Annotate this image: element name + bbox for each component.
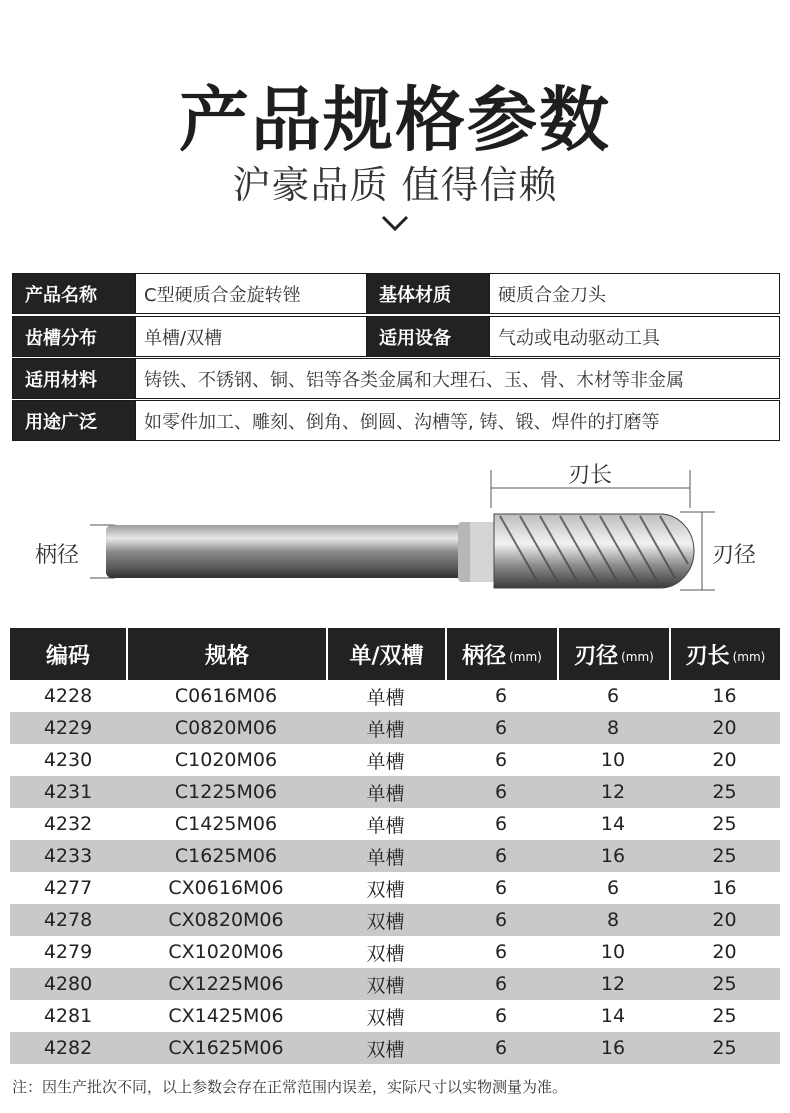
spec-key: 齿槽分布 xyxy=(13,317,135,356)
cell-shank-diameter: 6 xyxy=(494,909,508,931)
cell-model: CX0820M06 xyxy=(168,909,284,931)
header-unit: (mm) xyxy=(621,650,654,664)
cell-code: 4232 xyxy=(43,813,93,835)
spec-value: 气动或电动驱动工具 xyxy=(489,317,779,356)
cell-code: 4281 xyxy=(43,1005,93,1027)
cell-blade-length: 25 xyxy=(712,1005,737,1027)
cell-shank-diameter: 6 xyxy=(494,973,508,995)
cell-shank-diameter: 6 xyxy=(494,941,508,963)
cell-blade-length: 25 xyxy=(712,813,737,835)
cell-shank-diameter: 6 xyxy=(494,1037,508,1059)
product-diagram xyxy=(0,460,790,620)
header-blade-diameter xyxy=(557,628,669,680)
cell-blade-length: 25 xyxy=(712,973,737,995)
page-title: 产品规格参数 xyxy=(179,79,611,161)
page-subtitle: 沪豪品质 值得信赖 xyxy=(232,163,558,207)
cell-blade-diameter: 8 xyxy=(606,909,620,931)
spec-row-4 xyxy=(12,400,780,441)
spec-key: 适用材料 xyxy=(13,359,135,398)
header-label: 刃径 xyxy=(574,643,619,669)
cell-shank-diameter: 6 xyxy=(494,685,508,707)
cell-blade-length: 16 xyxy=(712,685,737,707)
cell-model: C1225M06 xyxy=(174,781,278,803)
cell-shank-diameter: 6 xyxy=(494,749,508,771)
table-row xyxy=(10,936,780,968)
cell-blade-diameter: 14 xyxy=(600,1005,626,1027)
spec-key: 基体材质 xyxy=(367,274,489,313)
cell-blade-diameter: 16 xyxy=(600,845,626,867)
table-row xyxy=(10,712,780,744)
cell-groove: 双槽 xyxy=(366,942,405,965)
header-blade-length xyxy=(669,628,780,680)
cell-code: 4233 xyxy=(43,845,93,867)
cell-blade-length: 20 xyxy=(712,941,737,963)
cell-blade-diameter: 10 xyxy=(600,749,626,771)
shank-diameter-label: 柄径 xyxy=(35,543,80,568)
cell-groove: 单槽 xyxy=(366,814,405,837)
cell-blade-diameter: 16 xyxy=(600,1037,626,1059)
spec-row-3 xyxy=(12,358,780,399)
header-groove xyxy=(326,628,445,680)
header-label: 单/双槽 xyxy=(349,643,424,669)
spec-value: 如零件加工、雕刻、倒角、倒圆、沟槽等, 铸、锻、焊件的打磨等 xyxy=(135,401,779,440)
header-label: 柄径 xyxy=(462,643,507,669)
spec-key: 用途广泛 xyxy=(13,401,135,440)
cell-model: C0616M06 xyxy=(174,685,278,707)
table-row xyxy=(10,1032,780,1064)
header-label: 规格 xyxy=(204,643,249,669)
header-code xyxy=(10,628,126,680)
table-row xyxy=(10,872,780,904)
cell-groove: 单槽 xyxy=(366,846,405,869)
cell-model: CX1020M06 xyxy=(168,941,284,963)
cell-blade-length: 16 xyxy=(712,877,737,899)
cell-blade-diameter: 10 xyxy=(600,941,626,963)
cell-groove: 双槽 xyxy=(366,878,405,901)
table-row xyxy=(10,776,780,808)
cell-model: C1625M06 xyxy=(174,845,278,867)
blade-length-label: 刃长 xyxy=(568,463,613,488)
header-model xyxy=(126,628,326,680)
cell-blade-diameter: 6 xyxy=(606,685,620,707)
cell-model: CX1225M06 xyxy=(168,973,284,995)
cell-blade-diameter: 12 xyxy=(600,973,626,995)
cell-code: 4278 xyxy=(43,909,93,931)
spec-value: 单槽/双槽 xyxy=(135,317,367,356)
spec-key: 产品名称 xyxy=(13,274,135,313)
cell-model: C0820M06 xyxy=(174,717,278,739)
cell-blade-diameter: 14 xyxy=(600,813,626,835)
spec-value: 硬质合金刀头 xyxy=(489,274,779,313)
table-row xyxy=(10,1000,780,1032)
spec-value: 铸铁、不锈钢、铜、铝等各类金属和大理石、玉、骨、木材等非金属 xyxy=(135,359,779,398)
cell-code: 4279 xyxy=(43,941,93,963)
cell-shank-diameter: 6 xyxy=(494,877,508,899)
chevron-down-icon xyxy=(380,212,410,234)
cell-blade-diameter: 8 xyxy=(606,717,620,739)
cell-blade-length: 20 xyxy=(712,717,737,739)
cell-shank-diameter: 6 xyxy=(494,781,508,803)
cell-model: C1425M06 xyxy=(174,813,278,835)
cell-model: CX0616M06 xyxy=(168,877,284,899)
table-body xyxy=(10,680,780,1064)
spec-table xyxy=(10,628,780,1064)
cell-code: 4228 xyxy=(43,685,93,707)
cell-code: 4231 xyxy=(43,781,93,803)
header-label: 编码 xyxy=(45,643,90,669)
cell-blade-length: 20 xyxy=(712,909,737,931)
cell-code: 4229 xyxy=(43,717,93,739)
table-row xyxy=(10,968,780,1000)
cell-groove: 双槽 xyxy=(366,1006,405,1029)
cell-model: CX1625M06 xyxy=(168,1037,284,1059)
cell-blade-length: 25 xyxy=(712,1037,737,1059)
cell-blade-length: 25 xyxy=(712,781,737,803)
cell-model: C1020M06 xyxy=(174,749,278,771)
cell-groove: 单槽 xyxy=(366,750,405,773)
rotary-burr-illustration xyxy=(0,460,790,620)
spec-value: C型硬质合金旋转锉 xyxy=(135,274,367,313)
cell-model: CX1425M06 xyxy=(168,1005,284,1027)
cell-groove: 单槽 xyxy=(366,686,405,709)
cell-shank-diameter: 6 xyxy=(494,717,508,739)
footer-note: 注：因生产批次不同，以上参数会存在正常范围内误差，实际尺寸以实物测量为准。 xyxy=(12,1078,568,1096)
header-label: 刃长 xyxy=(685,643,730,669)
table-row xyxy=(10,744,780,776)
cell-groove: 双槽 xyxy=(366,1038,405,1061)
cell-code: 4277 xyxy=(43,877,93,899)
header-unit: (mm) xyxy=(509,650,542,664)
header-unit: (mm) xyxy=(732,650,766,664)
table-header xyxy=(10,628,780,680)
cell-code: 4280 xyxy=(43,973,93,995)
spec-row-1 xyxy=(12,273,780,314)
header-shank-diameter xyxy=(445,628,557,680)
blade-diameter-label: 刃径 xyxy=(712,543,757,568)
spec-row-2 xyxy=(12,316,780,357)
cell-groove: 双槽 xyxy=(366,910,405,933)
cell-code: 4282 xyxy=(43,1037,93,1059)
cell-groove: 单槽 xyxy=(366,782,405,805)
table-row xyxy=(10,840,780,872)
cell-blade-diameter: 12 xyxy=(600,781,626,803)
cell-blade-length: 25 xyxy=(712,845,737,867)
cell-shank-diameter: 6 xyxy=(494,1005,508,1027)
cell-groove: 双槽 xyxy=(366,974,405,997)
spec-key: 适用设备 xyxy=(367,317,489,356)
cell-blade-diameter: 6 xyxy=(606,877,620,899)
cell-shank-diameter: 6 xyxy=(494,813,508,835)
cell-groove: 单槽 xyxy=(366,718,405,741)
cell-blade-length: 20 xyxy=(712,749,737,771)
cell-shank-diameter: 6 xyxy=(494,845,508,867)
table-row xyxy=(10,808,780,840)
cell-code: 4230 xyxy=(43,749,93,771)
table-row xyxy=(10,680,780,712)
table-row xyxy=(10,904,780,936)
